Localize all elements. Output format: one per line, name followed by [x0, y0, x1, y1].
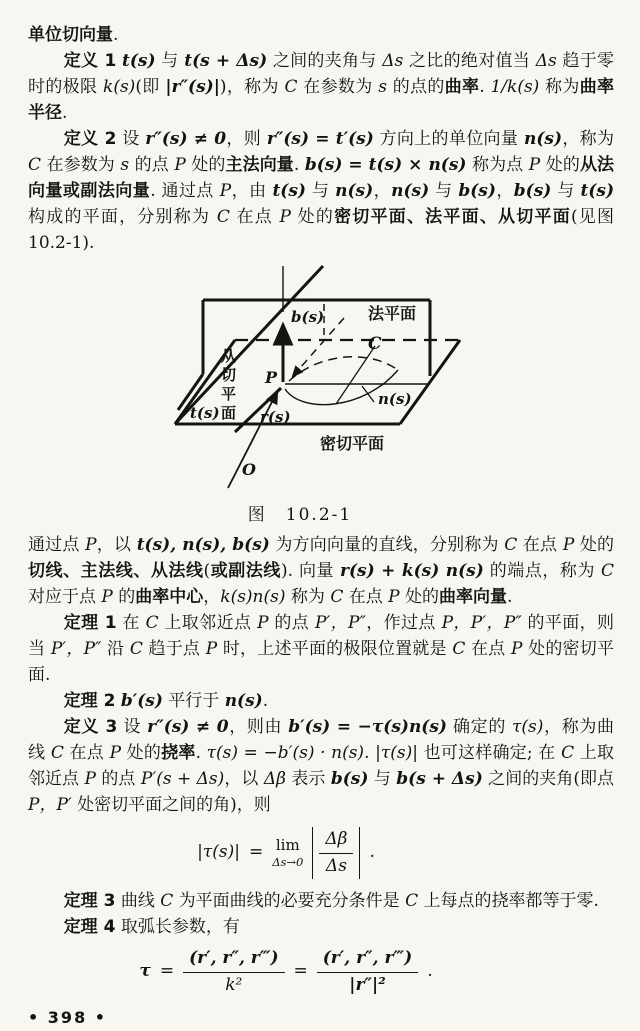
text-run: P — [511, 639, 523, 659]
text-run: 之间的夹角(即点 — [482, 769, 615, 789]
text-run: 与 — [551, 181, 581, 201]
text-run: 定理 4 — [63, 917, 116, 938]
text-run: k(s) — [103, 77, 136, 97]
paragraph-definition-2 — [28, 126, 614, 256]
label-curve-c: C — [368, 334, 382, 354]
formula-period: . — [369, 842, 375, 863]
paragraph-theorem-3 — [28, 888, 614, 914]
text-run: 取弧长参数，有 — [115, 917, 240, 938]
text-run: 处的 — [540, 155, 580, 175]
text-run: b(s) — [513, 181, 552, 201]
limit-subscript: Δs→0 — [272, 854, 304, 869]
figure-10-2-1 — [138, 264, 536, 496]
text-run: 称为 — [539, 77, 580, 97]
text-run: C — [160, 891, 174, 912]
text-run: ， — [203, 587, 221, 607]
text-run: 的平面，则当 — [28, 613, 615, 659]
text-run: 的点 — [268, 613, 315, 633]
text-run: 在 — [116, 613, 146, 633]
text-run: 为方向向量的直线，分别称为 — [269, 535, 505, 555]
text-run: b(s) = t(s) × n(s) — [304, 155, 467, 175]
text-run: |r″(s)| — [165, 77, 220, 97]
text-run: 密切平面、法平面、从切平面 — [334, 207, 571, 227]
text-run: 定理 1 — [63, 613, 117, 633]
text-run: 在点 — [63, 743, 110, 763]
text-run: 从法向量或副法向量 — [28, 155, 615, 201]
text-run: 切线、主法线、从法线 — [28, 561, 204, 581]
text-run: )，称为 — [219, 77, 285, 97]
fraction-2 — [317, 949, 418, 995]
text-run: s — [120, 155, 130, 175]
text-run: ). 向量 — [280, 561, 341, 581]
text-run: 定义 2 — [63, 129, 117, 149]
text-run: 上取邻近点 — [28, 743, 614, 789]
fraction-numerator: Δβ — [319, 830, 353, 854]
label-osculating-plane: 密切平面 — [320, 434, 385, 453]
frenet-frame-diagram — [138, 264, 536, 496]
page-number: • 398 • — [28, 1008, 107, 1028]
fraction-numerator: (r′, r″, r‴) — [317, 949, 418, 973]
text-run: 处密切平面之间的角)，则 — [71, 795, 271, 815]
label-position-vector: r(s) — [260, 408, 291, 426]
text-run: t(s) — [580, 181, 615, 201]
text-run: 或副法线 — [210, 561, 281, 581]
text-run: C — [145, 613, 159, 633]
formula-period: . — [427, 961, 433, 982]
text-run: b′(s) — [120, 691, 163, 711]
text-run: |τ(s)| — [375, 743, 418, 763]
text-run: 的点 — [95, 769, 141, 789]
text-run: 与 — [429, 181, 459, 201]
text-run: b(s) — [330, 769, 369, 789]
text-run: P′，P″ — [314, 613, 366, 633]
text-run: 设 — [117, 717, 148, 737]
text-run: 挠率 — [161, 743, 196, 763]
fraction-denominator: k² — [225, 974, 243, 995]
text-run: 与 — [155, 51, 185, 71]
equals-sign: = — [159, 961, 175, 982]
text-run: t(s) — [122, 51, 156, 71]
text-run: b(s) — [458, 181, 496, 201]
text-run: k(s)n(s) — [220, 587, 286, 607]
text-run: ， — [495, 181, 514, 201]
label-tangent-vector: t(s) — [190, 404, 220, 422]
text-run: 的端点，称为 — [483, 561, 602, 581]
label-point-p: P — [265, 368, 278, 387]
text-run: n(s) — [391, 181, 430, 201]
text-run: 之比的绝对值当 — [403, 51, 536, 71]
paragraph-definition-1 — [28, 48, 614, 126]
text-run: . — [262, 691, 269, 711]
text-run: C — [601, 561, 615, 581]
text-run: b(s + Δs) — [396, 769, 483, 789]
text-run: C — [129, 639, 143, 659]
text-run: 平行于 — [162, 691, 225, 711]
text-run: 处的 — [399, 587, 439, 607]
text-run: 确定的 — [446, 717, 513, 737]
text-run: 在参数为 — [41, 155, 121, 175]
text-run: P′，P″ — [50, 639, 102, 659]
paragraph-theorem-1 — [28, 610, 614, 688]
text-run: 的 — [112, 587, 136, 607]
text-run: P — [174, 155, 186, 175]
text-run: τ(s) — [512, 717, 544, 737]
text-run: n(s) — [224, 691, 263, 711]
text-run: ，则由 — [228, 717, 289, 737]
limit-operator — [272, 837, 303, 868]
fraction — [319, 830, 353, 876]
text-run: 趋于点 — [142, 639, 206, 659]
paragraph-lines-and-center — [28, 532, 614, 610]
text-run: 定义 1 — [63, 51, 117, 71]
text-run: 定义 3 — [63, 717, 118, 737]
text-run: (即 — [135, 77, 166, 97]
text-run: P — [257, 613, 269, 633]
text-run: C — [216, 207, 230, 227]
text-run: C — [28, 155, 42, 175]
text-run: r″(s) ≠ 0 — [147, 717, 229, 737]
limit-word: lim — [275, 836, 300, 855]
text-run: s — [378, 77, 388, 97]
text-run: 的点 — [129, 155, 175, 175]
text-run: t(s) — [272, 181, 306, 201]
text-run: 处的 — [574, 535, 615, 555]
text-run: ，以 — [96, 535, 137, 555]
text-run: P，P′ — [28, 795, 72, 815]
text-run: ，则 — [226, 129, 267, 149]
text-run: P — [562, 535, 575, 555]
text-run: 定理 3 — [63, 891, 116, 912]
text-run: 表示 — [285, 769, 331, 789]
formula-lhs: τ — [139, 961, 151, 982]
text-run: 为平面曲线的必要充分条件是 — [173, 891, 406, 912]
text-run: ，称为 — [562, 129, 615, 149]
figure-caption: 图 10.2-1 — [247, 505, 353, 525]
text-run: . 通过点 — [150, 181, 220, 201]
text-run: Δs — [382, 51, 404, 71]
text-run: b′(s) = −τ(s)n(s) — [288, 717, 447, 737]
text-run: P — [388, 587, 400, 607]
text-run: . — [62, 103, 68, 123]
text-run: P — [109, 743, 122, 763]
text-run: C — [504, 535, 518, 555]
equals-sign: = — [293, 961, 308, 982]
text-run: 也可这样确定; 在 — [417, 743, 562, 763]
text-run: P — [85, 535, 97, 555]
text-run: . — [195, 743, 207, 763]
text-run: (见图10.2-1). — [28, 207, 615, 253]
text-run: 处的 — [121, 743, 162, 763]
absolute-value-bars — [312, 827, 360, 879]
formula-torsion-value — [28, 949, 544, 995]
paragraph-theorem-4 — [28, 914, 614, 940]
text-run: 在点 — [517, 535, 563, 555]
label-binormal-vector: b(s) — [291, 308, 325, 326]
text-run: 趋于零时的极限 — [28, 51, 615, 97]
text-run: Δs — [535, 51, 557, 71]
text-run: P — [101, 587, 113, 607]
text-run: C — [284, 77, 298, 97]
text-run: 1/k(s) — [490, 77, 540, 97]
text-run: 的点的 — [387, 77, 445, 97]
text-run: 曲率中心 — [135, 587, 204, 607]
text-run: 称为 — [285, 587, 331, 607]
text-run: 在点 — [465, 639, 512, 659]
text-run: n(s) — [335, 181, 374, 201]
text-run: 处的 — [185, 155, 226, 175]
text-run: C — [330, 587, 344, 607]
text-run: 之间的夹角与 — [267, 51, 383, 71]
text-run: 处的 — [291, 207, 335, 227]
text-run: . — [479, 77, 491, 97]
label-normal-vector: n(s) — [378, 390, 412, 408]
text-run: P — [279, 207, 291, 227]
text-run: n(s) — [523, 129, 562, 149]
paragraph-definition-3 — [28, 714, 614, 818]
text-run: Δβ — [263, 769, 286, 789]
text-run: ，作过点 — [365, 613, 442, 633]
text-run: 单位切向量 — [28, 25, 113, 45]
text-run: 方向上的单位向量 — [373, 129, 524, 149]
text-run: . — [507, 587, 513, 607]
text-run: 曲率半径 — [28, 77, 615, 123]
text-run: C — [50, 743, 64, 763]
text-run: 曲率 — [444, 77, 480, 97]
text-run: 设 — [116, 129, 146, 149]
fraction-1 — [183, 949, 284, 995]
text-run: r″(s) ≠ 0 — [145, 129, 227, 149]
text-run: C — [452, 639, 466, 659]
label-origin-o: O — [242, 460, 256, 479]
text-run: t(s + Δs) — [184, 51, 268, 71]
text-run: P — [84, 769, 96, 789]
text-run: 定理 2 — [63, 691, 116, 711]
text-run: 构成的平面，分别称为 — [28, 207, 217, 227]
text-run: 时，上述平面的极限位置就是 — [217, 639, 453, 659]
text-run: 与 — [305, 181, 336, 201]
text-run: r″(s) = t′(s) — [266, 129, 374, 149]
text-run: 与 — [368, 769, 397, 789]
text-run: r(s) + k(s) n(s) — [340, 561, 484, 581]
text-run: P — [528, 155, 541, 175]
text-run: 通过点 — [28, 535, 86, 555]
fraction-denominator: Δs — [325, 855, 347, 876]
text-run: 主法向量 — [225, 155, 294, 175]
text-run: . — [364, 743, 376, 763]
text-run: ，称为曲线 — [28, 717, 615, 763]
text-run: 上每点的挠率都等于零. — [418, 891, 599, 912]
text-run: 曲线 — [115, 891, 161, 912]
text-run: ，以 — [224, 769, 264, 789]
text-run: 在点 — [229, 207, 280, 227]
curve-c-dashed-part — [289, 357, 398, 381]
text-run: . — [113, 25, 119, 45]
text-run: 称为点 — [466, 155, 529, 175]
text-run: 沿 — [101, 639, 130, 659]
equals-sign: = — [248, 842, 264, 863]
text-run: 在点 — [343, 587, 389, 607]
dashed-arrow-to-point-p — [293, 318, 344, 376]
text-run: P — [219, 181, 232, 201]
formula-torsion-limit — [28, 827, 544, 879]
text-run: C — [405, 891, 419, 912]
text-run: ( — [203, 561, 211, 581]
fraction-numerator: (r′, r″, r‴) — [183, 949, 284, 973]
text-run: ， — [373, 181, 392, 201]
text-run: . — [293, 155, 305, 175]
text-run: P — [205, 639, 218, 659]
text-run: 曲率向量 — [439, 587, 507, 607]
formula-lhs: |τ(s)| — [197, 842, 240, 863]
text-run: P′(s + Δs) — [140, 769, 225, 789]
text-run: 处的密切平面. — [28, 639, 614, 685]
paragraph-unit-tangent — [28, 22, 614, 48]
text-run: τ(s) = −b′(s) · n(s) — [206, 743, 365, 763]
text-run: P，P′，P″ — [441, 613, 522, 633]
fraction-denominator: |r″|² — [349, 974, 386, 995]
text-run: 上取邻近点 — [158, 613, 258, 633]
text-run: ，由 — [231, 181, 273, 201]
label-rectifying-plane: 从切平面 — [219, 348, 237, 424]
text-run: 对应于点 — [28, 587, 102, 607]
paragraph-theorem-2 — [28, 688, 614, 714]
text-run: C — [561, 743, 575, 763]
text-run: t(s), n(s), b(s) — [136, 535, 270, 555]
text-run: 在参数为 — [297, 77, 379, 97]
label-normal-plane: 法平面 — [368, 304, 417, 323]
